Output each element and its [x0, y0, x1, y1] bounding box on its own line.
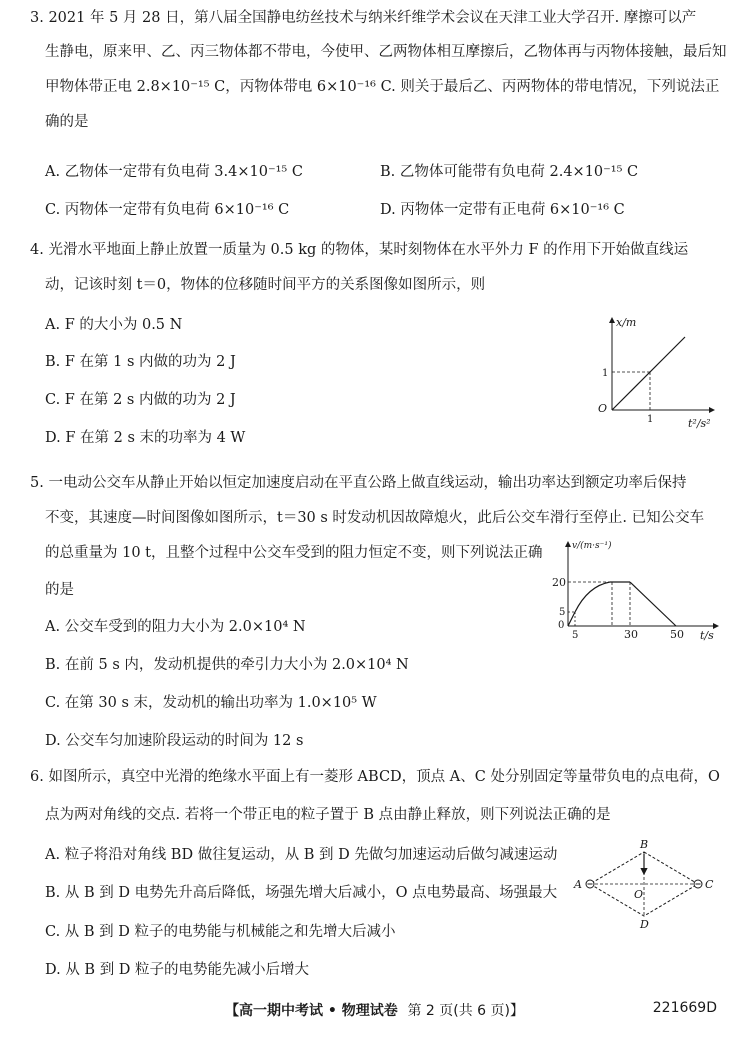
q4-option-b: B. F 在第 1 s 内做的功为 2 J: [45, 354, 236, 370]
q5-x-label: t/s: [700, 629, 714, 642]
q3-line-1: 3. 2021 年 5 月 28 日，第八届全国静电纺丝技术与纳米纤维学术会议在天津工业大学召开. 摩擦可以产: [30, 10, 697, 26]
q6-line-2: 点为两对角线的交点. 若将一个带正电的粒子置于 B 点由静止释放，则下列说法正确的是: [45, 807, 611, 823]
q6-label-d: D: [640, 918, 649, 930]
q5-line-1: 5. 一电动公交车从静止开始以恒定加速度启动在平直公路上做直线运动，输出功率达到额定功率后保持: [30, 475, 687, 491]
q5-option-a: A. 公交车受到的阻力大小为 2.0×10⁴ N: [45, 619, 306, 635]
q5-line-3: 的总重量为 10 t，且整个过程中公交车受到的阻力恒定不变，则下列说法正确: [45, 545, 543, 561]
q4-y-label: x/m: [616, 316, 637, 329]
q4-x-t2-graph: [590, 312, 720, 432]
q6-label-b: B: [640, 838, 649, 851]
q6-label-a: A: [574, 878, 582, 891]
q5-y-tick-20: 20: [552, 576, 566, 589]
q3-line-4: 确的是: [45, 114, 89, 130]
q5-origin-label: 0: [558, 620, 565, 631]
q4-line-2: 动，记该时刻 t＝0，物体的位移随时间平方的关系图像如图所示，则: [45, 277, 486, 293]
q3-option-a: A. 乙物体一定带有负电荷 3.4×10⁻¹⁵ C: [45, 164, 303, 180]
footer-page-number: 第 2 页(共 6 页)】: [407, 1003, 524, 1019]
q5-option-b: B. 在前 5 s 内，发动机提供的牵引力大小为 2.0×10⁴ N: [45, 657, 409, 673]
footer-code: 221669D: [652, 1000, 717, 1016]
q6-option-b: B. 从 B 到 D 电势先升高后降低，场强先增大后减小，O 点电势最高、场强最大: [45, 885, 558, 901]
q6-label-c: C: [705, 878, 714, 891]
q4-line-1: 4. 光滑水平地面上静止放置一质量为 0.5 kg 的物体，某时刻物体在水平外力 F 的作用下开始做直线运: [30, 242, 689, 258]
q6-option-d: D. 从 B 到 D 粒子的电势能先减小后增大: [45, 962, 310, 978]
q5-x-tick-5: 5: [572, 630, 579, 641]
page-footer: [0, 1000, 739, 1022]
q4-x-tick: 1: [647, 414, 654, 425]
q3-option-b: B. 乙物体可能带有负电荷 2.4×10⁻¹⁵ C: [380, 164, 639, 180]
q3-option-c: C. 丙物体一定带有负电荷 6×10⁻¹⁶ C: [45, 202, 290, 218]
q6-option-a: A. 粒子将沿对角线 BD 做往复运动，从 B 到 D 先做匀加速运动后做匀减速运动: [45, 847, 558, 863]
q5-line-4: 的是: [45, 582, 74, 598]
q5-power-curve: [575, 582, 610, 612]
q6-label-o: O: [634, 888, 644, 901]
q5-option-d: D. 公交车匀加速阶段运动的时间为 12 s: [45, 733, 304, 749]
q5-accel-segment: [568, 612, 575, 626]
q5-v-t-graph: [550, 538, 725, 643]
q4-data-line: [612, 337, 685, 410]
q5-option-c: C. 在第 30 s 末，发动机的输出功率为 1.0×10⁵ W: [45, 695, 377, 711]
q3-option-d: D. 丙物体一定带有正电荷 6×10⁻¹⁶ C: [380, 202, 625, 218]
q4-option-d: D. F 在第 2 s 末的功率为 4 W: [45, 430, 246, 446]
q4-option-c: C. F 在第 2 s 内做的功为 2 J: [45, 392, 236, 408]
q5-x-tick-30: 30: [624, 628, 638, 641]
q3-line-3: 甲物体带正电 2.8×10⁻¹⁵ C，丙物体带电 6×10⁻¹⁶ C. 则关于最后乙、丙两物体的带电情况，下列说法正: [45, 79, 720, 95]
q6-line-1: 6. 如图所示，真空中光滑的绝缘水平面上有一菱形 ABCD，顶点 A、C 处分别固定等量带负电的点电荷，O: [30, 769, 720, 785]
q4-origin-label: O: [598, 402, 608, 415]
q5-y-label: v/(m·s⁻¹): [572, 541, 612, 551]
q6-option-c: C. 从 B 到 D 粒子的电势能与机械能之和先增大后减小: [45, 924, 396, 940]
q3-line-2: 生静电，原来甲、乙、丙三物体都不带电，今使甲、乙两物体相互摩擦后，乙物体再与丙物体接触，最后知: [45, 44, 727, 60]
q5-line-2: 不变，其速度—时间图像如图所示，t＝30 s 时发动机因故障熄火，此后公交车滑行至停止. 已知公交车: [45, 510, 705, 526]
q4-y-tick: 1: [602, 368, 609, 379]
q4-option-a: A. F 的大小为 0.5 N: [45, 317, 183, 333]
footer-exam-title: 【高一期中考试 • 物理试卷: [225, 1003, 398, 1019]
q4-x-label: t²/s²: [688, 417, 711, 430]
q5-y-tick-5: 5: [559, 607, 566, 618]
footer-title: [225, 1000, 524, 1020]
q5-x-tick-50: 50: [670, 628, 684, 641]
q5-decel-segment: [630, 582, 676, 626]
q6-rhombus-figure: [570, 838, 720, 930]
